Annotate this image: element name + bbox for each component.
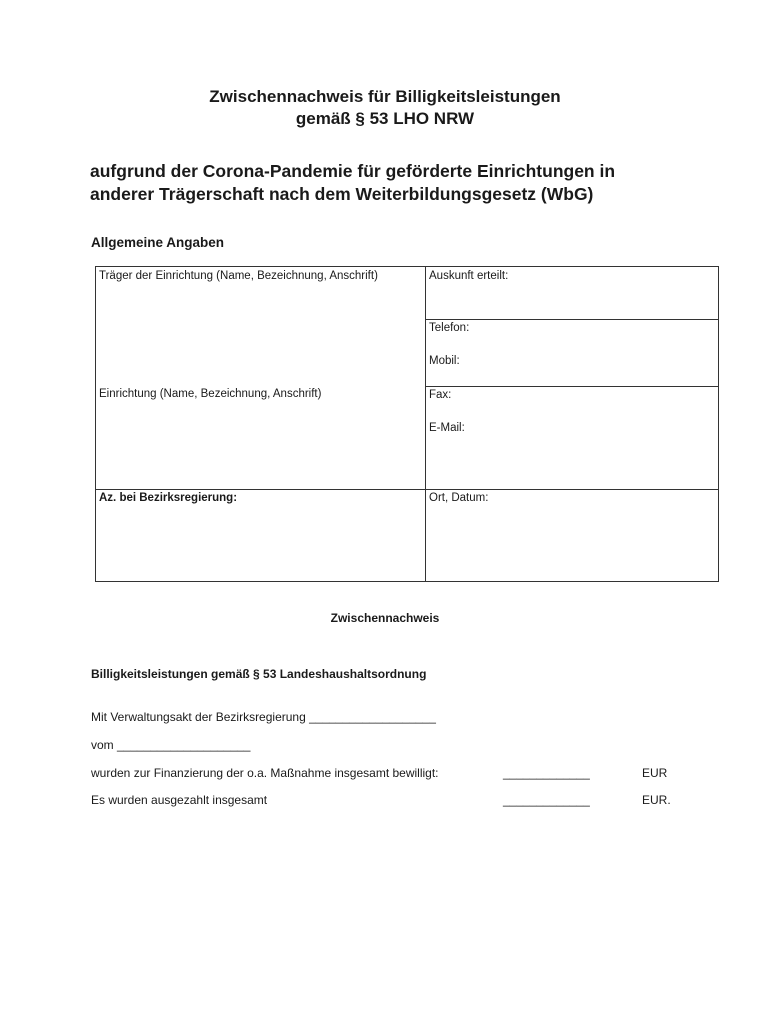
email-label: E-Mail: xyxy=(429,422,465,434)
bewilligt-text: wurden zur Finanzierung der o.a. Maßnahme insgesamt bewilligt: xyxy=(91,766,439,780)
document-subtitle-line2: anderer Trägerschaft nach dem Weiterbildungsgesetz (WbG) xyxy=(90,184,594,204)
vom-line[interactable]: vom ____________________ xyxy=(91,738,251,752)
ausgezahlt-text: Es wurden ausgezahlt insgesamt xyxy=(91,793,268,807)
general-info-table xyxy=(95,266,719,582)
traeger-einrichtung-cell[interactable] xyxy=(96,267,426,490)
mobil-label: Mobil: xyxy=(429,355,460,367)
az-label: Az. bei Bezirksregierung: xyxy=(99,492,238,504)
zwischennachweis-heading: Zwischennachweis xyxy=(330,611,440,625)
fax-label: Fax: xyxy=(429,389,452,401)
document-title-line2: gemäß § 53 LHO NRW xyxy=(295,109,475,128)
telefon-label: Telefon: xyxy=(429,322,470,334)
billigkeitsleistungen-heading: Billigkeitsleistungen gemäß § 53 Landeshaushaltsordnung xyxy=(91,667,427,681)
traeger-label: Träger der Einrichtung (Name, Bezeichnung, Anschrift) xyxy=(99,270,378,282)
verwaltungsakt-line[interactable]: Mit Verwaltungsakt der Bezirksregierung ___________________ xyxy=(91,710,436,724)
telefon-cell[interactable] xyxy=(426,320,719,387)
document-title-line1: Zwischennachweis für Billigkeitsleistungen xyxy=(209,87,561,106)
auskunft-label: Auskunft erteilt: xyxy=(429,270,509,282)
einrichtung-label: Einrichtung (Name, Bezeichnung, Anschrift) xyxy=(99,388,322,400)
bewilligt-amount-field[interactable]: _____________ xyxy=(503,766,590,780)
ort-datum-cell[interactable] xyxy=(426,490,719,582)
ausgezahlt-amount-field[interactable]: _____________ xyxy=(503,793,590,807)
auskunft-cell[interactable] xyxy=(426,267,719,320)
general-info-heading: Allgemeine Angaben xyxy=(91,235,225,250)
document-subtitle-line1: aufgrund der Corona-Pandemie für geförderte Einrichtungen in xyxy=(90,161,616,181)
ausgezahlt-unit: EUR. xyxy=(642,793,671,807)
ort-datum-label: Ort, Datum: xyxy=(429,492,489,504)
az-cell[interactable] xyxy=(96,490,426,582)
fax-email-cell[interactable] xyxy=(426,387,719,490)
bewilligt-unit: EUR xyxy=(642,766,668,780)
